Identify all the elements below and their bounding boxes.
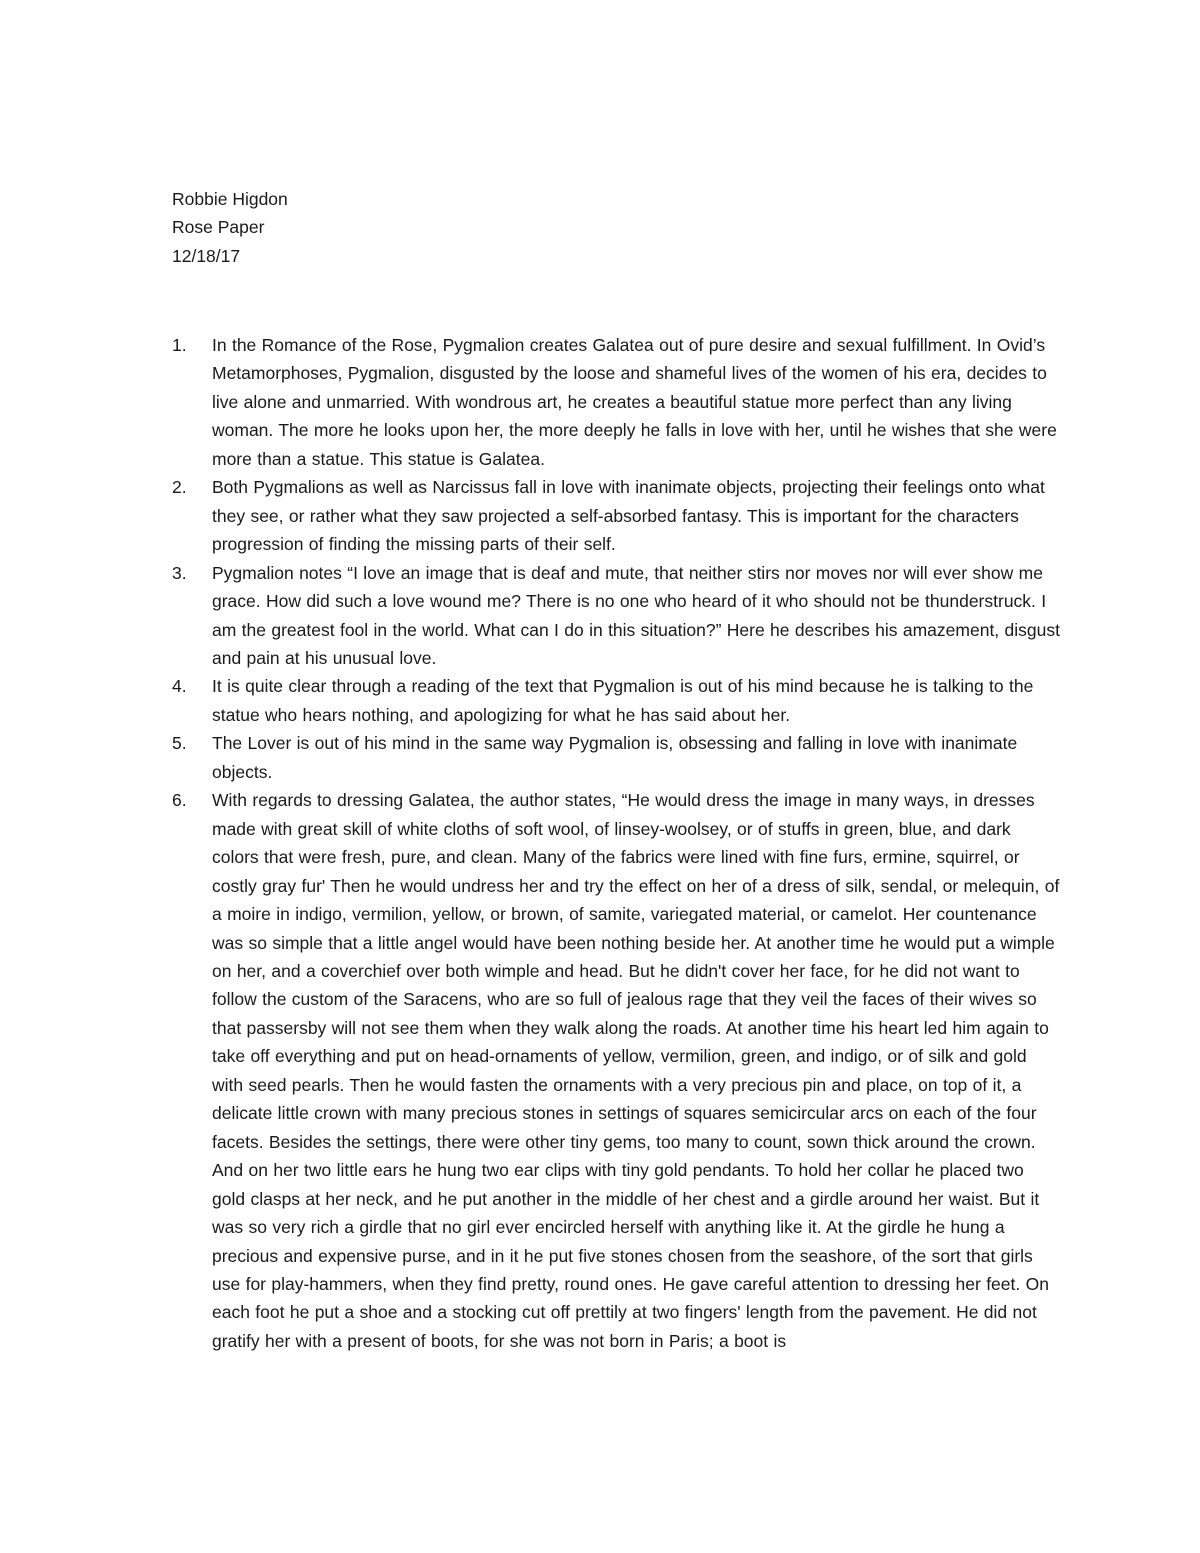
list-item (172, 331, 1062, 473)
paper-title: Rose Paper (172, 217, 265, 238)
item-number: 3. (172, 562, 187, 583)
document-header (172, 185, 772, 270)
item-number: 2. (172, 477, 187, 498)
list-item (172, 729, 1062, 786)
item-text: The Lover is out of his mind in the same way Pygmalion is, obsessing and falling in love with inanimate objects. (212, 733, 1018, 782)
item-text: Pygmalion notes “I love an image that is deaf and mute, that neither stirs nor moves nor will ever show me grace. How did such a love wound me? There is no one who heard of it who should not be thunderstruck. I am the greatest fool in the world. What can I do in this situation?” Here he describes his amazement, disgust and pain at his unusual love. (212, 562, 1060, 668)
item-number: 1. (172, 335, 187, 355)
item-text: In the Romance of the Rose, Pygmalion creates Galatea out of pure desire and sexual fulfillment. In Ovid’s Metamorphoses, Pygmalion, disgusted by the loose and shameful lives of the women of his era, decides to live alone and unmarried. With wondrous art, he creates a beautiful statue more perfect than any living woman. The more he looks upon her, the more deeply he falls in love with her, until he wishes that she were more than a statue. This statue is Galatea. (212, 335, 1057, 469)
item-text: With regards to dressing Galatea, the author states, “He would dress the image in many ways, in dresses made with great skill of white cloths of soft wool, of linsey-woolsey, or of stuffs in green, blue, and dark colors that were fresh, pure, and clean. Many of the fabrics were lined with fine furs, ermine, squirrel, or costly gray fur' Then he would undress her and try the effect on her of a dress of silk, sendal, or melequin, of a moire in indigo, vermilion, yellow, or brown, of samite, variegated material, or camelot. Her countenance was so simple that a little angel would have been nothing beside her. At another time he would put a wimple on her, and a coverchief over both wimple and head. But he didn't cover her face, for he did not want to follow the custom of the Saracens, who are so full of jealous rage that they veil the faces of their wives so that passersby will not see them when they walk along the roads. At another time his heart led him again to take off everything and put on head-ornaments of yellow, vermilion, green, and indigo, or of silk and gold with seed pearls. Then he would fasten the ornaments with a very precious pin and place, on top of it, a delicate little crown with many precious stones in settings of squares semicircular arcs on each of the four facets. Besides the settings, there were other tiny gems, too many to count, sown thick around the crown. And on her two little ears he hung two ear clips with tiny gold pendants. To hold her collar he placed two gold clasps at her neck, and he put another in the middle of her chest and a girdle around her waist. But it was so very rich a girdle that no girl ever encircled herself with anything like it. At the girdle he hung a precious and expensive purse, and in it he put five stones chosen from the seashore, of the sort that girls use for play-hammers, when they find pretty, round ones. He gave careful attention to dressing her feet. On each foot he put a shoe and a stocking cut off prettily at two fingers' length from the pavement. He did not gratify her with a present of boots, for she was not born in Paris; a boot is (212, 790, 1060, 1351)
item-text: Both Pygmalions as well as Narcissus fall in love with inanimate objects, projecting their feelings onto what they see, or rather what they saw projected a self-absorbed fantasy. This is important for the characters progression of finding the missing parts of their self. (212, 477, 1045, 555)
answer-list (172, 331, 1062, 1355)
list-item (172, 473, 1062, 558)
list-item (172, 559, 1062, 673)
author-name: Robbie Higdon (172, 189, 288, 209)
item-number: 4. (172, 676, 187, 697)
list-item (172, 672, 1062, 729)
paper-date: 12/18/17 (172, 245, 241, 266)
item-number: 5. (172, 733, 187, 754)
list-item (172, 786, 1062, 1355)
item-number: 6. (172, 790, 187, 811)
item-text: It is quite clear through a reading of the text that Pygmalion is out of his mind because he is talking to the statue who hears nothing, and apologizing for what he has said about her. (212, 676, 1034, 725)
